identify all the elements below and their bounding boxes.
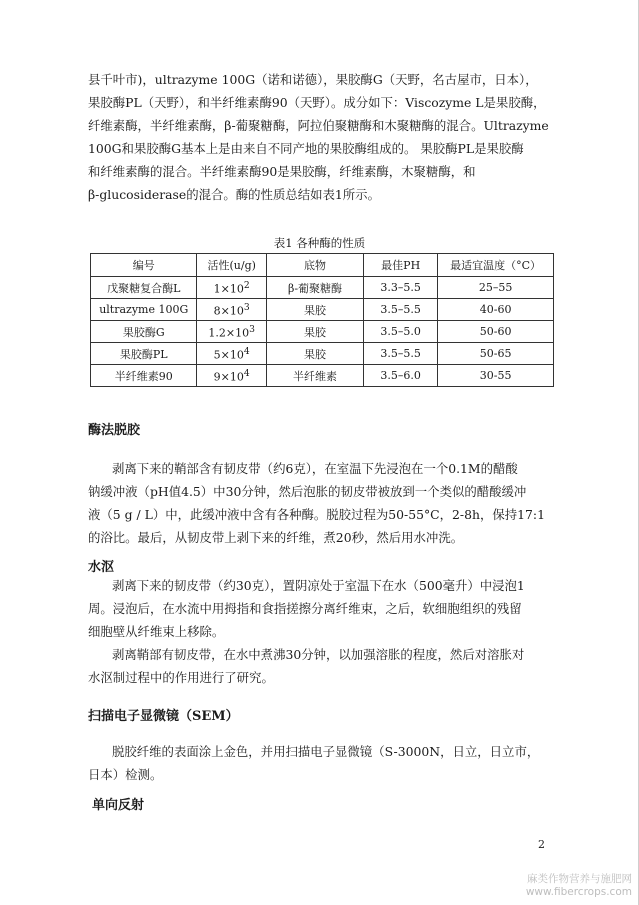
activity-exponent: 4 [243,345,250,357]
column-header: 最佳PH [364,254,438,277]
ph-cell: 3.5–5.5 [364,299,438,321]
watermark-url: www.fibercrops.com [525,886,632,898]
text-line: 剥离鞘部有韧皮带，在水中煮沸30分钟，以加强溶胀的程度，然后对溶胀对 [112,647,525,662]
substrate-cell: 果胶 [266,343,363,365]
table-header-row [91,254,554,277]
water-retting-paragraph-2 [88,643,550,689]
column-header: 编号 [91,254,197,277]
table-row [91,365,554,387]
text-line: 液（5 g / L）中，此缓冲液中含有各种酶。脱胶过程为50-55°C，2-8h，保持17:1 [88,507,545,522]
column-header: 活性(u/g) [197,254,266,277]
enzyme-properties-table [90,253,554,387]
column-header: 最适宜温度（°C） [438,254,554,277]
text-line: 和纤维素酶的混合。半纤维素酶90是果胶酶，纤维素酶，木聚糖酶，和 [88,164,476,179]
table-caption: 表1 各种酶的性质 [273,236,366,250]
ph-cell: 3.5–5.0 [364,321,438,343]
enzyme-name-cell: 戊聚糖复合酶L [91,277,197,299]
activity-exponent: 3 [249,323,255,335]
activity-base: 8×10 [213,304,244,318]
ph-cell: 3.5–5.5 [364,343,438,365]
degumming-paragraph [88,457,550,549]
text-line: 100G和果胶酶G基本上是由来自不同产地的果胶酶组成的。 果胶酶PL是果胶酶 [88,141,524,156]
table-row [91,277,554,299]
activity-base: 9×10 [213,370,244,384]
section-heading-unidirectional-reflection: 单向反射 [92,798,145,813]
text-line: 水沤制过程中的作用进行了研究。 [88,670,274,685]
activity-cell [197,321,266,343]
temperature-cell: 30-55 [438,365,554,387]
enzyme-name-cell: 果胶酶PL [91,343,197,365]
text-line: β-glucosiderase的混合。酶的性质总结如表1所示。 [88,187,380,202]
text-line: 周。浸泡后，在水流中用拇指和食指搓擦分离纤维束，之后，软细胞组织的残留 [88,601,522,616]
text-line: 县千叶市)，ultrazyme 100G（诺和诺德），果胶酶G（天野，名古屋市，日本）， [88,72,538,87]
text-line: 纤维素酶，半纤维素酶，β-葡聚糖酶，阿拉伯聚糖酶和木聚糖酶的混合。Ultrazyme [88,118,549,133]
temperature-cell: 25–55 [438,277,554,299]
enzyme-name-cell: 半纤维素90 [91,365,197,387]
substrate-cell: 半纤维素 [266,365,363,387]
column-header: 底物 [266,254,363,277]
ph-cell: 3.5–6.0 [364,365,438,387]
watermark [526,873,632,899]
activity-exponent: 4 [243,367,250,379]
substrate-cell: 果胶 [266,321,363,343]
activity-base: 1.2×10 [208,326,250,340]
activity-base: 5×10 [213,348,244,362]
text-line: 细胞壁从纤维束上移除。 [88,624,225,639]
text-line: 的浴比。最后，从韧皮带上剥下来的纤维，煮20秒，然后用水冲洗。 [88,530,464,545]
activity-cell [197,277,266,299]
table-row [91,343,554,365]
temperature-cell: 50-60 [438,321,554,343]
activity-cell [197,343,266,365]
activity-cell [197,365,266,387]
text-line: 日本）检测。 [88,767,163,782]
activity-exponent: 3 [243,301,250,313]
activity-base: 1×10 [213,282,244,296]
sem-paragraph [88,740,550,786]
activity-cell [197,299,266,321]
text-line: 剥离下来的鞘部含有韧皮带（约6克），在室温下先浸泡在一个0.1M的醋酸 [112,461,518,476]
enzyme-name-cell: 果胶酶G [91,321,197,343]
temperature-cell: 40-60 [438,299,554,321]
temperature-cell: 50-65 [438,343,554,365]
substrate-cell: β-葡聚糖酶 [266,277,363,299]
watermark-line: 麻类作物营养与施肥网 [527,873,632,885]
substrate-cell: 果胶 [266,299,363,321]
section-heading-sem: 扫描电子显微镜（SEM） [88,709,239,724]
text-line: 果胶酶PL（天野），和半纤维素酶90（天野）。成分如下：Viscozyme L是果胶酶， [88,95,546,110]
section-heading-enzymatic-degumming: 酶法脱胶 [88,423,141,438]
section-heading-water-retting: 水沤 [88,560,115,575]
water-retting-paragraph-1 [88,574,550,643]
page-number: 2 [538,838,545,851]
text-line: 脱胶纤维的表面涂上金色，并用扫描电子显微镜（S-3000N，日立，日立市， [112,744,540,759]
activity-exponent: 2 [243,279,250,291]
table-row [91,321,554,343]
text-line: 钠缓冲液（pH值4.5）中30分钟，然后泡胀的韧皮带被放到一个类似的醋酸缓冲 [88,484,527,499]
table-row [91,299,554,321]
enzyme-name-cell: ultrazyme 100G [91,299,197,321]
intro-paragraph [88,68,550,206]
ph-cell: 3.3–5.5 [364,277,438,299]
text-line: 剥离下来的韧皮带（约30克），置阴凉处于室温下在水（500毫升）中浸泡1 [112,578,525,593]
